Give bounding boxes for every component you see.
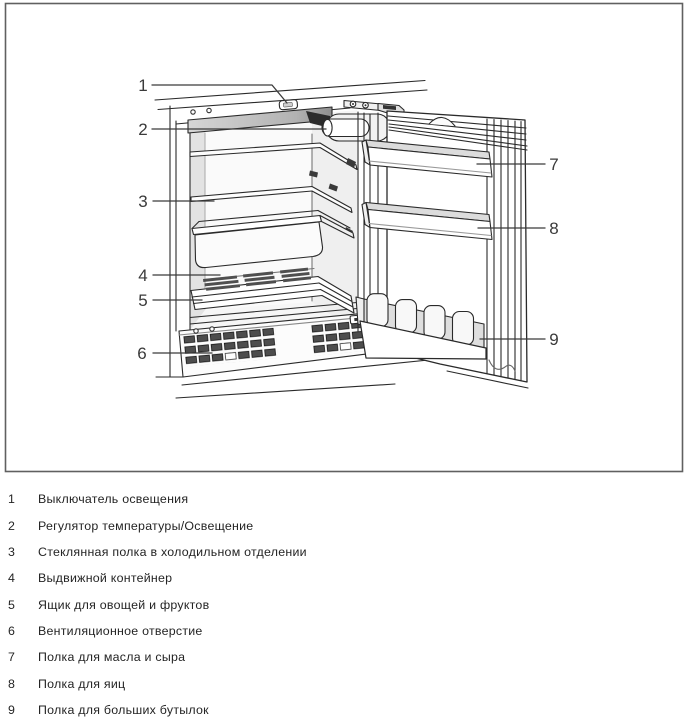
screw [207,108,211,112]
screw [194,329,198,333]
legend-item [0,644,689,670]
screw [191,110,195,114]
callout-7: 7 [549,155,559,174]
legend-number: 9 [8,702,16,717]
callout-5: 5 [138,291,148,310]
legend-label: Выключатель освещения [38,492,189,507]
legend-label: Вентиляционное отверстие [38,623,203,638]
legend-label: Регулятор температуры/Освещение [38,518,254,533]
legend-number: 5 [8,597,16,612]
legend-item [0,591,689,617]
legend-item [0,697,689,721]
legend-label: Полка для яиц [38,676,126,691]
legend-number: 1 [8,492,16,507]
callout-3: 3 [138,192,148,211]
callout-6: 6 [137,344,147,363]
legend-number: 6 [8,623,16,638]
legend-item [0,539,689,565]
callout-2: 2 [138,120,148,139]
callout-9: 9 [549,330,559,349]
legend-item [0,565,689,591]
screw [210,327,214,331]
legend-number: 8 [8,676,16,691]
legend-label: Полка для больших бутылок [38,702,209,717]
legend-item [0,512,689,538]
legend [0,486,689,721]
legend-number: 3 [8,544,16,559]
legend-label: Выдвижной контейнер [38,571,173,586]
legend-label: Ящик для овощей и фруктов [38,597,210,612]
legend-label: Стеклянная полка в холодильном отделении [38,544,307,559]
legend-item [0,618,689,644]
light-switch [279,99,298,110]
legend-label: Полка для масла и сыра [38,650,186,665]
legend-number: 7 [8,650,16,665]
legend-item [0,670,689,696]
legend-number: 2 [8,518,16,533]
legend-item [0,486,689,512]
callout-4: 4 [138,266,148,285]
callout-8: 8 [549,219,559,238]
legend-number: 4 [8,571,16,586]
callout-1: 1 [138,76,148,95]
